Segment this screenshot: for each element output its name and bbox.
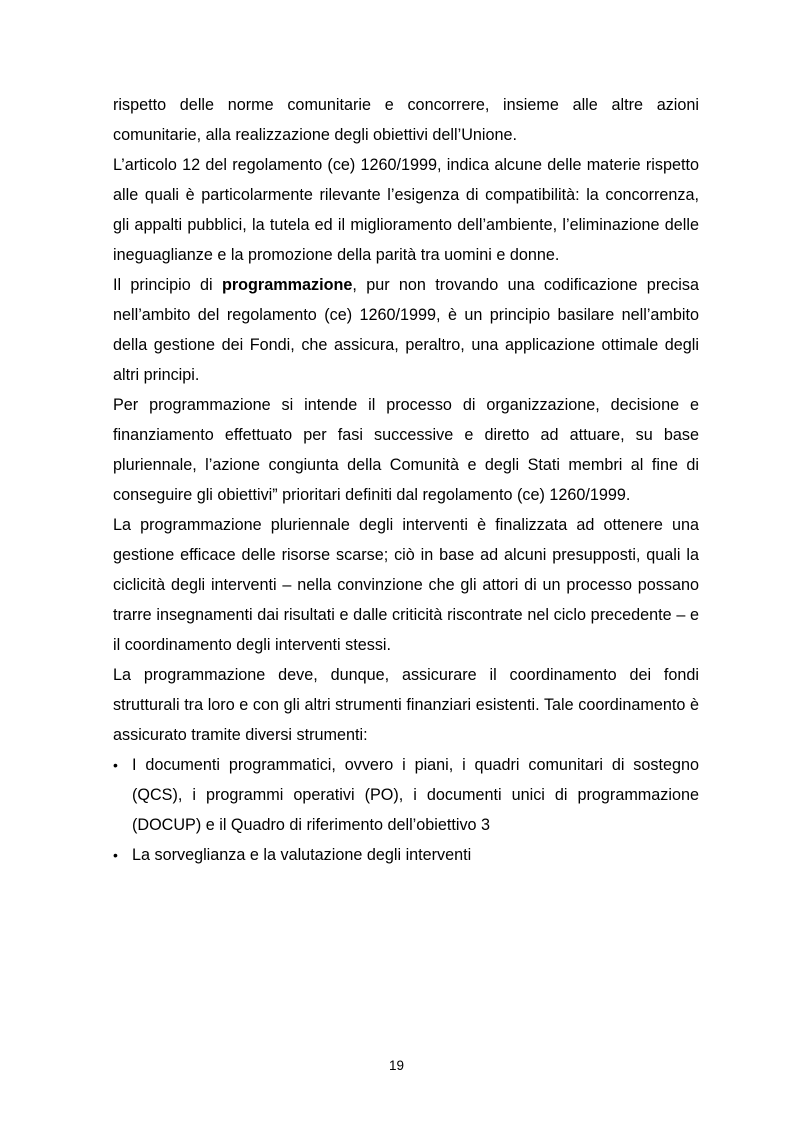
bullet-list [113, 750, 699, 870]
bullet-icon: • [113, 847, 118, 863]
list-item-text: La sorveglianza e la valutazione degli interventi [132, 846, 472, 864]
paragraph-2: L’articolo 12 del regolamento (ce) 1260/1999, indica alcune delle materie rispetto alle quali è particolarmente rilevante l’esigenza di compatibilità: la concorrenza, gli appalti pubblici, la tutela ed il miglioramento dell’ambiente, l’eliminazione delle ineguaglianze e la promozione della parità tra uomini e donne. [113, 156, 699, 264]
list-item [113, 750, 699, 840]
term-programmazione: programmazione [221, 276, 353, 294]
page-number: 19 [388, 1058, 405, 1073]
list-item-text: I documenti programmatici, ovvero i piani, i quadri comunitari di sostegno (QCS), i programmi operativi (PO), i documenti unici di programmazione (DOCUP) e il Quadro di riferimento dell’obiettivo 3 [132, 756, 699, 834]
paragraph-3-rest: , pur non trovando una codificazione precisa nell’ambito del regolamento (ce) 1260/1999, è un principio basilare nell’ambito della gestione dei Fondi, che assicura, peraltro, una applicazione ottimale degli altri principi. [113, 276, 699, 384]
document-body [113, 90, 699, 870]
paragraph-5: La programmazione pluriennale degli interventi è finalizzata ad ottenere una gestione efficace delle risorse scarse; ciò in base ad alcuni presupposti, quali la ciclicità degli interventi – nella convinzione che gli attori di un processo possano trarre insegnamenti dai risultati e dalle criticità riscontrate nel ciclo precedente – e il coordinamento degli interventi stessi. [113, 516, 699, 654]
paragraph-4: Per programmazione si intende il processo di organizzazione, decisione e finanziamento effettuato per fasi successive e diretto ad attuare, su base pluriennale, l’azione congiunta della Comunità e degli Stati membri al fine di conseguire gli obiettivi” prioritari definiti dal regolamento (ce) 1260/1999. [113, 396, 699, 504]
paragraph-3-lead: Il principio di [113, 276, 222, 294]
paragraph-1: rispetto delle norme comunitarie e concorrere, insieme alle altre azioni comunitarie, alla realizzazione degli obiettivi dell’Unione. [113, 96, 699, 144]
paragraph-3 [113, 270, 699, 390]
paragraph-6: La programmazione deve, dunque, assicurare il coordinamento dei fondi strutturali tra loro e con gli altri strumenti finanziari esistenti. Tale coordinamento è assicurato tramite diversi strumenti: [113, 666, 699, 744]
list-item [113, 840, 699, 870]
bullet-icon: • [113, 757, 118, 773]
